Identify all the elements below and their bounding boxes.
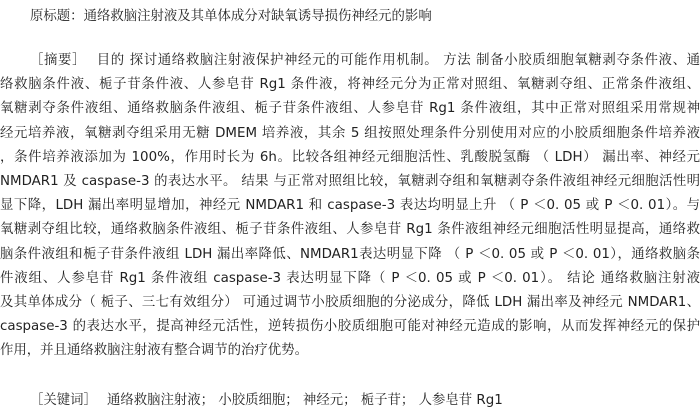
- original-title: 通络救脑注射液及其单体成分对缺氧诱导损伤神经元的影响: [83, 9, 432, 24]
- abstract-line: 经元培养液，氧糖剥夺组采用无糖 DMEM 培养液，其余 5 组按照处理条件分别使用对应的小胶质细胞条件培养液: [0, 125, 700, 141]
- abstract-block: [0, 49, 700, 363]
- abstract-line: 氧糖剥夺条件液组、通络救脑条件液组、栀子苷条件液组、人参皂苷 Rg1 条件液组，其中正常对照组采用常规神: [0, 101, 700, 117]
- abstract-text: 目的 探讨通络救脑注射液保护神经元的可能作用机制。 方法 制备小胶质细胞氧糖剥夺条件液、通: [96, 53, 700, 68]
- abstract-line: caspase-3 的表达水平，提高神经元活性，逆转损伤小胶质细胞可能对神经元造成的影响，从而发挥神经元的保护: [0, 319, 700, 335]
- abstract-line: 件液组、人参皂苷 Rg1 条件液组 caspase-3 表达明显下降（ P ＜0. 05 或 P ＜0. 01）。 结论 通络救脑注射液: [0, 270, 700, 286]
- abstract-line: NMDAR1 及 caspase-3 的表达水平。 结果 与正常对照组比较，氧糖剥夺组和氧糖剥夺条件液组神经元细胞活性明: [0, 173, 700, 189]
- abstract-line: 及其单体成分（ 栀子、三七有效组分） 可通过调节小胶质细胞的分泌成分，降低 LDH 漏出率及神经元 NMDAR1、: [0, 294, 700, 310]
- abstract-line: [0, 49, 700, 73]
- abstract-line: 络救脑条件液、栀子苷条件液、人参皂苷 Rg1 条件液，将神经元分为正常对照组、氧糖剥夺组、正常条件液组、: [0, 77, 700, 93]
- abstract-line: 脑条件液组和栀子苷条件液组 LDH 漏出率降低、NMDAR1表达明显下降 （ P ＜0. 05 或 P ＜0. 01），通络救脑条: [0, 246, 700, 262]
- original-title-line: [30, 6, 696, 28]
- abstract-line: 氧糖剥夺组比较，通络救脑条件液组、栀子苷条件液组、人参皂苷 Rg1 条件液组神经元细胞活性明显提高，通络救: [0, 222, 700, 238]
- abstract-line: ，条件培养液添加为 100%，作用时长为 6h。比较各组神经元细胞活性、乳酸脱氢酶 （ LDH） 漏出率、神经元: [0, 149, 700, 165]
- abstract-label: ［摘要］: [30, 53, 87, 68]
- keywords-label: ［关键词］: [30, 393, 97, 408]
- abstract-line: 作用，并且通络救脑注射液有整合调节的治疗优势。: [0, 343, 308, 359]
- keywords-text: 通络救脑注射液； 小胶质细胞； 神经元； 栀子苷； 人参皂苷 Rg1: [106, 393, 503, 408]
- keywords-line: [30, 391, 503, 411]
- original-title-label: 原标题：: [30, 9, 84, 24]
- abstract-line: 显下降，LDH 漏出率明显增加，神经元 NMDAR1 和 caspase-3 表达均明显上升 （ P ＜0. 05 或 P ＜0. 01）。与: [0, 198, 700, 214]
